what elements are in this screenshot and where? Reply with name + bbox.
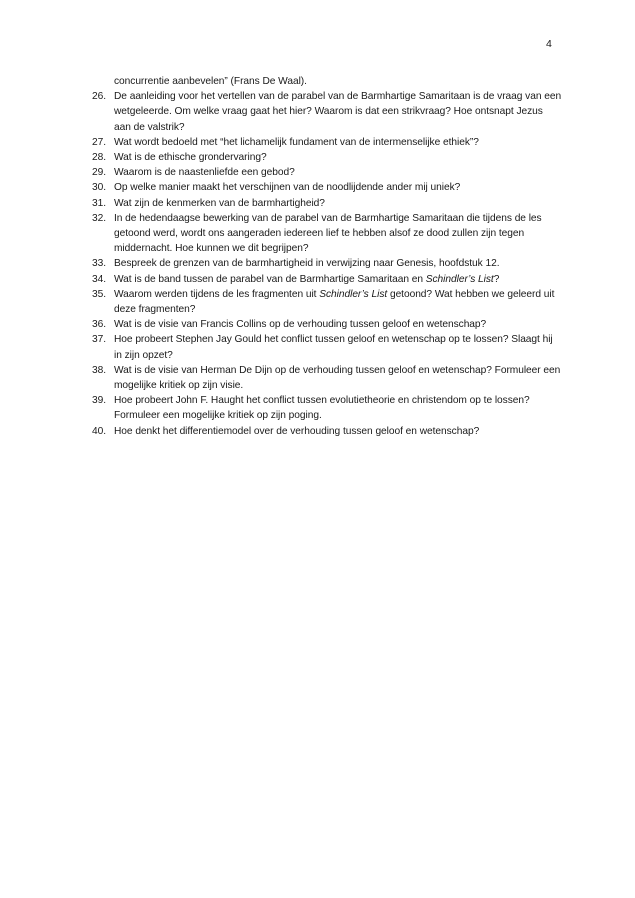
question-number: 31. bbox=[92, 197, 107, 209]
question-text: Wat wordt bedoeld met “het lichamelijk fundament van de intermenselijke ethiek”? bbox=[114, 136, 479, 148]
question-item bbox=[92, 211, 562, 257]
film-title: Schindler’s List bbox=[319, 288, 388, 300]
question-text: ? bbox=[493, 273, 500, 285]
question-item bbox=[92, 363, 562, 393]
question-text: Wat is de band tussen de parabel van de Barmhartige Samaritaan en bbox=[114, 273, 426, 285]
question-text: Wat is de visie van Herman De Dijn op de verhouding tussen geloof en wetenschap? Formuleer een mogelijke kritiek op zijn visie. bbox=[114, 364, 561, 392]
question-text: concurrentie aanbevelen” (Frans De Waal). bbox=[114, 76, 307, 87]
question-number: 40. bbox=[92, 425, 107, 437]
question-number: 39. bbox=[92, 395, 107, 407]
question-item bbox=[92, 150, 562, 165]
question-text: Bespreek de grenzen van de barmhartigheid in verwijzing naar Genesis, hoofdstuk 12. bbox=[114, 258, 500, 270]
question-text: Hoe probeert Stephen Jay Gould het conflict tussen geloof en wetenschap op te lossen? Slaagt hij in zijn opzet? bbox=[114, 334, 553, 361]
question-item bbox=[92, 196, 562, 211]
question-number: 35. bbox=[92, 288, 107, 300]
question-text: Op welke manier maakt het verschijnen van de noodlijdende ander mij uniek? bbox=[114, 182, 461, 194]
question-number: 38. bbox=[92, 364, 107, 376]
question-number: 30. bbox=[92, 182, 107, 194]
question-text: Hoe probeert John F. Haught het conflict tussen evolutietheorie en christendom op te lossen? Formuleer een mogelijke kritiek op zijn poging. bbox=[114, 395, 530, 422]
question-text: Wat zijn de kenmerken van de barmhartigheid? bbox=[114, 197, 325, 209]
question-number: 26. bbox=[92, 91, 107, 103]
question-text: Waarom werden tijdens de les fragmenten uit bbox=[114, 288, 320, 300]
question-number: 37. bbox=[92, 334, 107, 346]
question-number: 29. bbox=[92, 167, 107, 179]
question-item bbox=[92, 424, 562, 439]
question-text: Hoe denkt het differentiemodel over de verhouding tussen geloof en wetenschap? bbox=[114, 425, 480, 437]
question-text: Wat is de ethische grondervaring? bbox=[114, 152, 267, 164]
question-number: 34. bbox=[92, 273, 107, 285]
question-number: 36. bbox=[92, 319, 107, 331]
question-item bbox=[92, 89, 562, 135]
question-number: 32. bbox=[92, 212, 107, 224]
question-text: Waarom is de naastenliefde een gebod? bbox=[114, 167, 295, 179]
question-number: 27. bbox=[92, 136, 107, 148]
page-number: 4 bbox=[546, 38, 552, 50]
question-item bbox=[92, 332, 562, 362]
question-number: 28. bbox=[92, 152, 107, 164]
question-continuation bbox=[92, 74, 562, 89]
question-item bbox=[92, 393, 562, 423]
question-item bbox=[92, 256, 562, 271]
question-list bbox=[92, 74, 562, 439]
question-text: Wat is de visie van Francis Collins op de verhouding tussen geloof en wetenschap? bbox=[114, 319, 487, 331]
film-title: Schindler’s List bbox=[425, 273, 494, 285]
question-text: getoond? Wat hebben we geleerd uit deze fragmenten? bbox=[114, 288, 555, 316]
question-item bbox=[92, 317, 562, 332]
question-number: 33. bbox=[92, 258, 107, 270]
question-item bbox=[92, 180, 562, 195]
question-item bbox=[92, 165, 562, 180]
question-item bbox=[92, 135, 562, 150]
question-text: In de hedendaagse bewerking van de parabel van de Barmhartige Samaritaan die tijdens de les getoond werd, wordt ons aangeraden iedereen lief te hebben alsof ze dood zullen zijn tegen middernacht. Hoe kunnen we dit begrijpen? bbox=[114, 212, 542, 255]
question-item bbox=[92, 272, 562, 287]
question-item bbox=[92, 287, 562, 317]
question-text: De aanleiding voor het vertellen van de parabel van de Barmhartige Samaritaan is de vraag van een wetgeleerde. Om welke vraag gaat het hier? Waarom is dat een strikvraag? Hoe ontsnapt Jezus aan de valstrik? bbox=[114, 91, 562, 133]
